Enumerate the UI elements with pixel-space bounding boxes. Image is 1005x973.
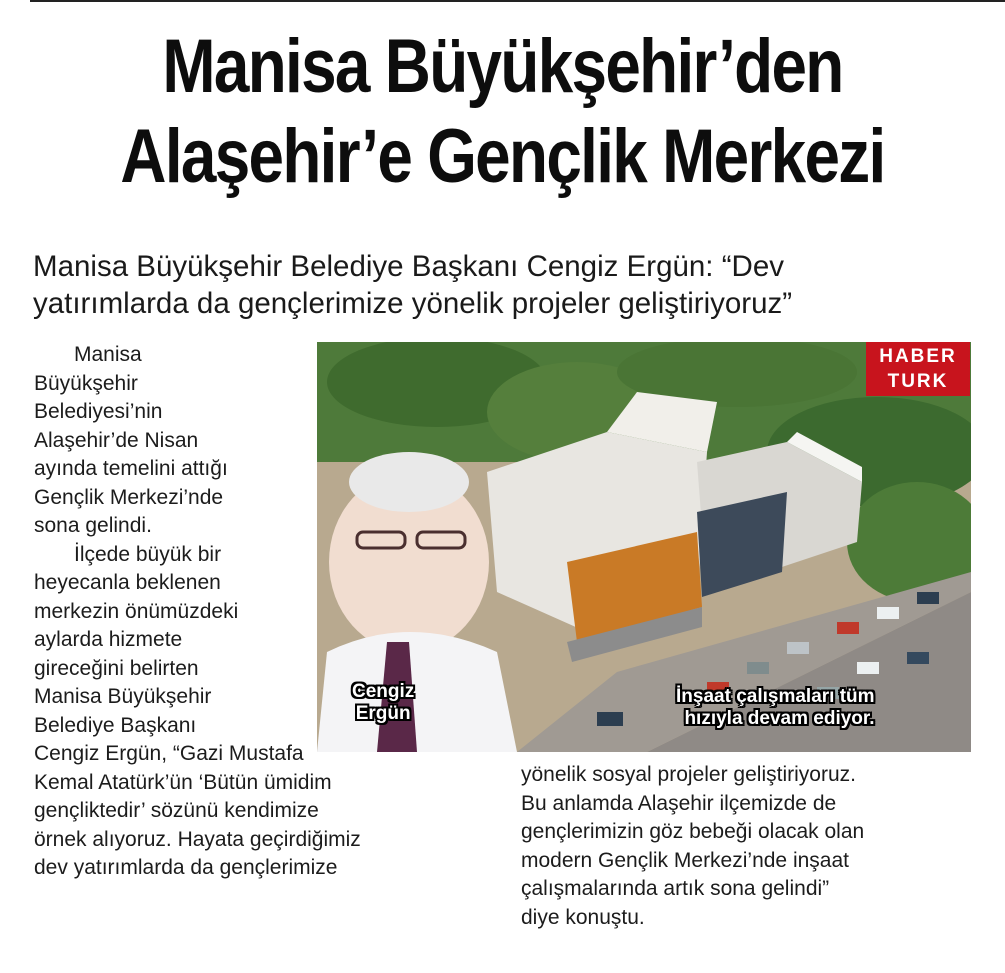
photo-caption bbox=[676, 686, 875, 730]
body-line: Cengiz Ergün, “Gazi Mustafa bbox=[34, 742, 304, 765]
body-line: dev yatırımlarda da gençlerimize bbox=[34, 856, 338, 879]
body-line: Manisa Büyükşehir bbox=[34, 685, 212, 708]
name-line-1: Cengiz bbox=[352, 681, 415, 702]
body-line: Gençlik Merkezi’nde bbox=[34, 485, 224, 509]
body-line: Belediye Başkanı bbox=[34, 713, 197, 737]
article-body-right-column bbox=[521, 761, 864, 932]
body-line: Kemal Atatürk’ün ‘Bütün ümidim bbox=[34, 770, 332, 794]
caption-line-2: hızıyla devam ediyor. bbox=[684, 708, 875, 729]
top-rule bbox=[30, 0, 1005, 2]
deck-line-1: Manisa Büyükşehir Belediye Başkanı Cengiz Ergün: “Dev bbox=[33, 250, 784, 283]
body-line: Alaşehir’de Nisan bbox=[34, 428, 199, 452]
person-name-caption bbox=[352, 681, 414, 725]
body-line: çalışmalarında artık sona gelindi” bbox=[521, 877, 830, 900]
body-line: merkezin önümüzdeki bbox=[34, 599, 239, 623]
body-line: gençlerimizin göz bebeği olacak olan bbox=[521, 820, 865, 843]
body-line: heyecanla beklenen bbox=[34, 571, 221, 594]
logo-line-1: HABER bbox=[879, 346, 957, 367]
haberturk-logo bbox=[866, 342, 970, 396]
body-line: ayında temelini attığı bbox=[34, 457, 228, 480]
deck-line-2: yatırımlarda da gençlerimize yönelik projeler geliştiriyoruz” bbox=[33, 287, 793, 320]
headline-line-2: Alaşehir’e Gençlik Merkezi bbox=[120, 114, 885, 199]
body-line: gençliktedir’ sözünü kendimize bbox=[34, 799, 319, 822]
article-body-left-column bbox=[34, 341, 361, 883]
body-line: Büyükşehir bbox=[34, 371, 138, 395]
headline-line-1: Manisa Büyükşehir’den bbox=[162, 24, 843, 109]
body-line: örnek alıyoruz. Hayata geçirdiğimiz bbox=[34, 827, 361, 851]
body-line: aylarda hizmete bbox=[34, 628, 183, 651]
body-line: gireceğini belirten bbox=[34, 656, 199, 680]
body-line: modern Gençlik Merkezi’nde inşaat bbox=[521, 848, 849, 872]
body-line: Belediyesi’nin bbox=[34, 400, 163, 423]
name-line-2: Ergün bbox=[355, 703, 411, 724]
body-line: diye konuştu. bbox=[521, 905, 645, 929]
body-line: sona gelindi. bbox=[34, 514, 152, 537]
body-line: yönelik sosyal projeler geliştiriyoruz. bbox=[521, 763, 856, 786]
logo-line-2: TURK bbox=[887, 371, 949, 392]
caption-line-1: İnşaat çalışmaları tüm bbox=[676, 686, 875, 707]
body-line: Manisa bbox=[74, 343, 142, 366]
body-line: İlçede büyük bir bbox=[74, 542, 222, 566]
body-line: Bu anlamda Alaşehir ilçemizde de bbox=[521, 791, 837, 815]
